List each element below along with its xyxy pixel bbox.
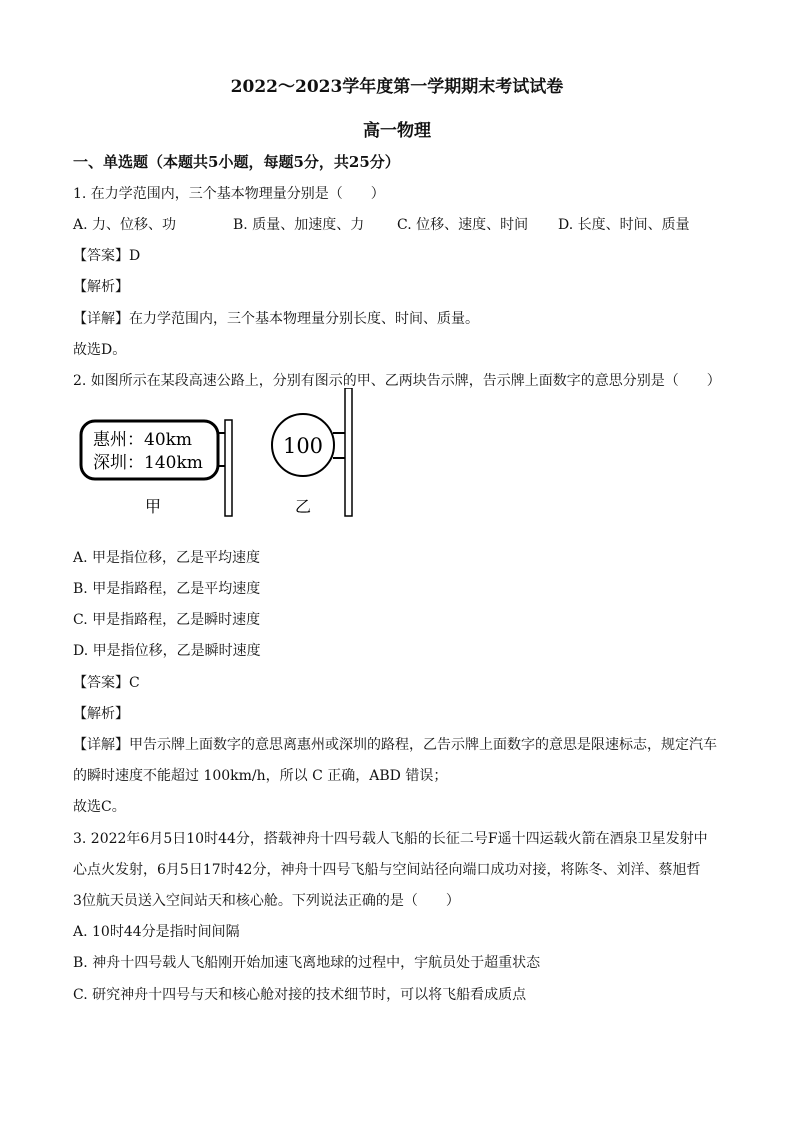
q3-stem-line3: 3位航天员送入空间站天和核心舱。下列说法正确的是（ ） xyxy=(73,893,460,909)
q1-analysis: 【解析】 xyxy=(73,279,129,295)
q1-option-d: D. 长度、时间、质量 xyxy=(558,217,690,233)
q2-option-b: B. 甲是指路程，乙是平均速度 xyxy=(73,581,261,597)
q2-figure xyxy=(73,388,393,523)
q2-answer: 【答案】C xyxy=(73,675,140,691)
q1-option-c: C. 位移、速度、时间 xyxy=(397,217,529,233)
q2-option-c: C. 甲是指路程，乙是瞬时速度 xyxy=(73,612,261,628)
sign-yi-label: 乙 xyxy=(295,497,312,516)
sign-jia-label: 甲 xyxy=(145,497,162,516)
q3-option-c: C. 研究神舟十四号与天和核心舱对接的技术细节时，可以将飞船看成质点 xyxy=(73,987,527,1003)
q2-analysis: 【解析】 xyxy=(73,706,129,722)
q1-option-b: B. 质量、加速度、力 xyxy=(233,217,365,233)
q2-detail-line1: 【详解】甲告示牌上面数字的意思离惠州或深圳的路程，乙告示牌上面数字的意思是限速标志，规定汽车 xyxy=(73,737,717,753)
q3-option-b: B. 神舟十四号载人飞船刚开始加速飞离地球的过程中，宇航员处于超重状态 xyxy=(73,955,541,971)
q1-conclusion: 故选D。 xyxy=(73,342,127,358)
q2-option-a: A. 甲是指位移，乙是平均速度 xyxy=(73,550,261,566)
q2-conclusion: 故选C。 xyxy=(73,799,126,815)
sign-jia-line1: 惠州：40km xyxy=(93,430,193,450)
sign-yi-value: 100 xyxy=(282,434,324,458)
sign-yi-post xyxy=(345,388,352,516)
q3-option-a: A. 10时44分是指时间间隔 xyxy=(73,924,240,940)
q3-stem-line1: 3. 2022年6月5日10时44分，搭载神舟十四号载人飞船的长征二号F遥十四运载火箭在酒泉卫星发射中 xyxy=(73,831,708,847)
q1-option-a: A. 力、位移、功 xyxy=(73,217,177,233)
section-heading: 一、单选题（本题共5小题，每题5分，共25分） xyxy=(73,153,400,171)
q1-detail: 【详解】在力学范围内，三个基本物理量分别长度、时间、质量。 xyxy=(73,311,479,327)
exam-subtitle: 高一物理 xyxy=(363,121,431,141)
q1-stem: 1. 在力学范围内，三个基本物理量分别是（ ） xyxy=(73,186,385,202)
q2-detail-line2: 的瞬时速度不能超过 100km/h，所以 C 正确，ABD 错误； xyxy=(73,768,448,784)
sign-jia-post xyxy=(225,420,232,516)
q3-stem-line2: 心点火发射，6月5日17时42分，神舟十四号飞船与空间站径向端口成功对接，将陈冬、刘洋、蔡旭哲 xyxy=(73,862,701,878)
q2-stem: 2. 如图所示在某段高速公路上，分别有图示的甲、乙两块告示牌，告示牌上面数字的意思分别是（ ） xyxy=(73,373,721,389)
q2-option-d: D. 甲是指位移，乙是瞬时速度 xyxy=(73,643,261,659)
sign-jia-line2: 深圳：140km xyxy=(93,453,203,473)
exam-title: 2022～2023学年度第一学期期末考试试卷 xyxy=(230,77,564,97)
q1-answer: 【答案】D xyxy=(73,248,141,264)
